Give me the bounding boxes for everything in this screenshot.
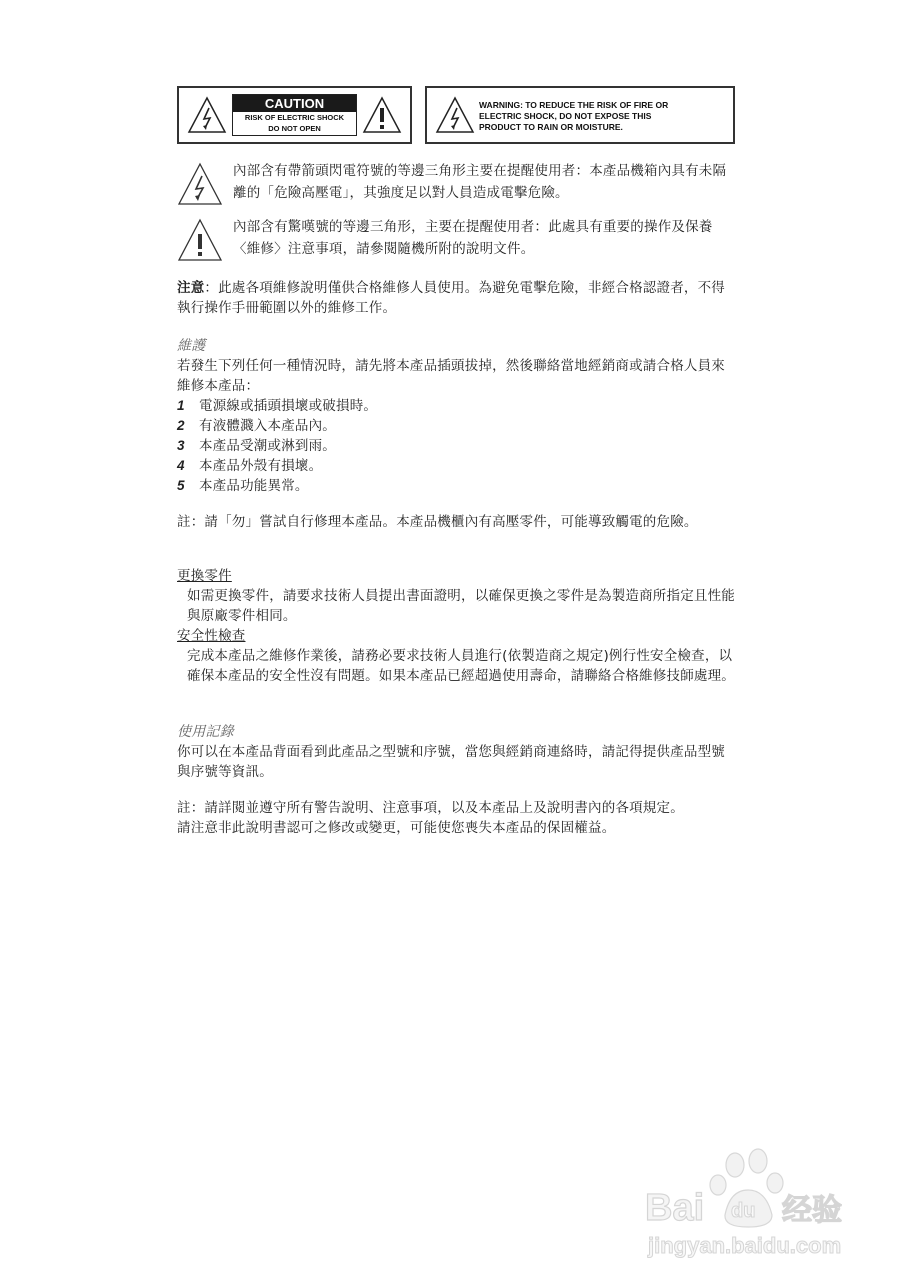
caution-line-2: DO NOT OPEN <box>268 124 321 133</box>
warning-line-1: WARNING: TO REDUCE THE RISK OF FIRE OR <box>479 100 669 110</box>
list-number: 1 <box>177 398 185 413</box>
caution-label <box>232 94 357 136</box>
exclamation-triangle-icon <box>362 96 402 134</box>
warning-text <box>479 100 729 133</box>
maintenance-section <box>177 336 737 496</box>
exclamation-symbol-explanation <box>177 216 737 266</box>
usage-record-section <box>177 722 737 782</box>
list-text: 本產品受潮或淋到雨。 <box>199 438 336 454</box>
caution-line-1: RISK OF ELECTRIC SHOCK <box>244 113 345 122</box>
lightning-symbol-text: 內部含有帶箭頭閃電符號的等邊三角形主要在提醒使用者：本產品機箱內具有未隔離的「危險高壓電」，其強度足以對人員造成電擊危險。 <box>233 163 727 201</box>
warning-label-box <box>425 86 735 144</box>
list-number: 2 <box>177 418 185 433</box>
watermark-url: jingyan.baidu.com <box>648 1233 842 1258</box>
replacement-parts-heading: 更換零件 <box>177 568 232 584</box>
watermark-cn: 经验 <box>782 1193 842 1228</box>
list-item <box>177 476 737 496</box>
watermark-du: du <box>731 1200 756 1222</box>
list-text: 電源線或插頭損壞或破損時。 <box>199 398 378 414</box>
maintenance-intro: 若發生下列任何一種情況時，請先將本產品插頭拔掉，然後聯絡當地經銷商或請合格人員來維修本產品： <box>177 358 725 394</box>
service-notice <box>177 278 737 318</box>
list-number: 4 <box>177 458 185 473</box>
maintenance-heading: 維護 <box>177 338 206 354</box>
list-text: 本產品功能異常。 <box>199 478 309 494</box>
list-text: 有液體濺入本產品內。 <box>199 418 336 434</box>
list-item <box>177 456 737 476</box>
usage-record-text: 你可以在本產品背面看到此產品之型號和序號，當您與經銷商連絡時，請記得提供產品型號與序號等資訊。 <box>177 744 725 780</box>
list-item <box>177 436 737 456</box>
warning-line-2: ELECTRIC SHOCK, DO NOT EXPOSE THIS <box>479 111 652 121</box>
usage-record-heading: 使用記錄 <box>177 724 234 740</box>
watermark-brand: Bai <box>645 1187 705 1229</box>
notice-label: 注意 <box>177 280 205 296</box>
replacement-parts-text: 如需更換零件，請要求技術人員提出書面證明，以確保更換之零件是為製造商所指定且性能與原廠零件相同。 <box>187 588 735 624</box>
safety-check-text: 完成本產品之維修作業後，請務必要求技術人員進行(依製造商之規定)例行性安全檢查，以確保本產品的安全性沒有問題。如果本產品已經超過使用壽命，請聯絡合格維修技師處理。 <box>187 648 735 684</box>
exclamation-triangle-icon <box>177 218 223 262</box>
notice-text: ：此處各項維修說明僅供合格維修人員使用。為避免電擊危險，非經合格認證者，不得執行操作手冊範圍以外的維修工作。 <box>177 280 726 316</box>
final-note <box>177 798 737 838</box>
list-text: 本產品外殼有損壞。 <box>199 458 323 474</box>
warning-line-3: PRODUCT TO RAIN OR MOISTURE. <box>479 122 623 132</box>
caution-title: CAUTION <box>233 95 356 112</box>
final-note-line-1: 註：請詳閱並遵守所有警告說明、注意事項，以及本產品上及說明書內的各項規定。 <box>177 800 684 816</box>
list-item <box>177 416 737 436</box>
caution-label-box <box>177 86 412 144</box>
final-note-line-2: 請注意非此說明書認可之修改或變更，可能使您喪失本產品的保固權益。 <box>177 820 616 836</box>
replacement-parts-section <box>177 566 737 626</box>
lightning-triangle-icon <box>435 96 475 134</box>
lightning-triangle-icon <box>177 162 223 206</box>
safety-check-section <box>177 626 737 686</box>
list-item <box>177 396 737 416</box>
lightning-symbol-explanation <box>177 160 737 210</box>
baidu-jingyan-watermark <box>640 1145 880 1265</box>
lightning-triangle-icon <box>187 96 227 134</box>
list-number: 3 <box>177 438 185 453</box>
safety-check-heading: 安全性檢查 <box>177 628 246 644</box>
list-number: 5 <box>177 478 185 493</box>
exclamation-symbol-text: 內部含有驚嘆號的等邊三角形，主要在提醒使用者：此處具有重要的操作及保養〈維修〉注意事項，請參閱隨機所附的說明文件。 <box>233 219 713 257</box>
repair-warning-note: 註：請「勿」嘗試自行修理本產品。本產品機櫃內有高壓零件，可能導致觸電的危險。 <box>177 514 698 530</box>
